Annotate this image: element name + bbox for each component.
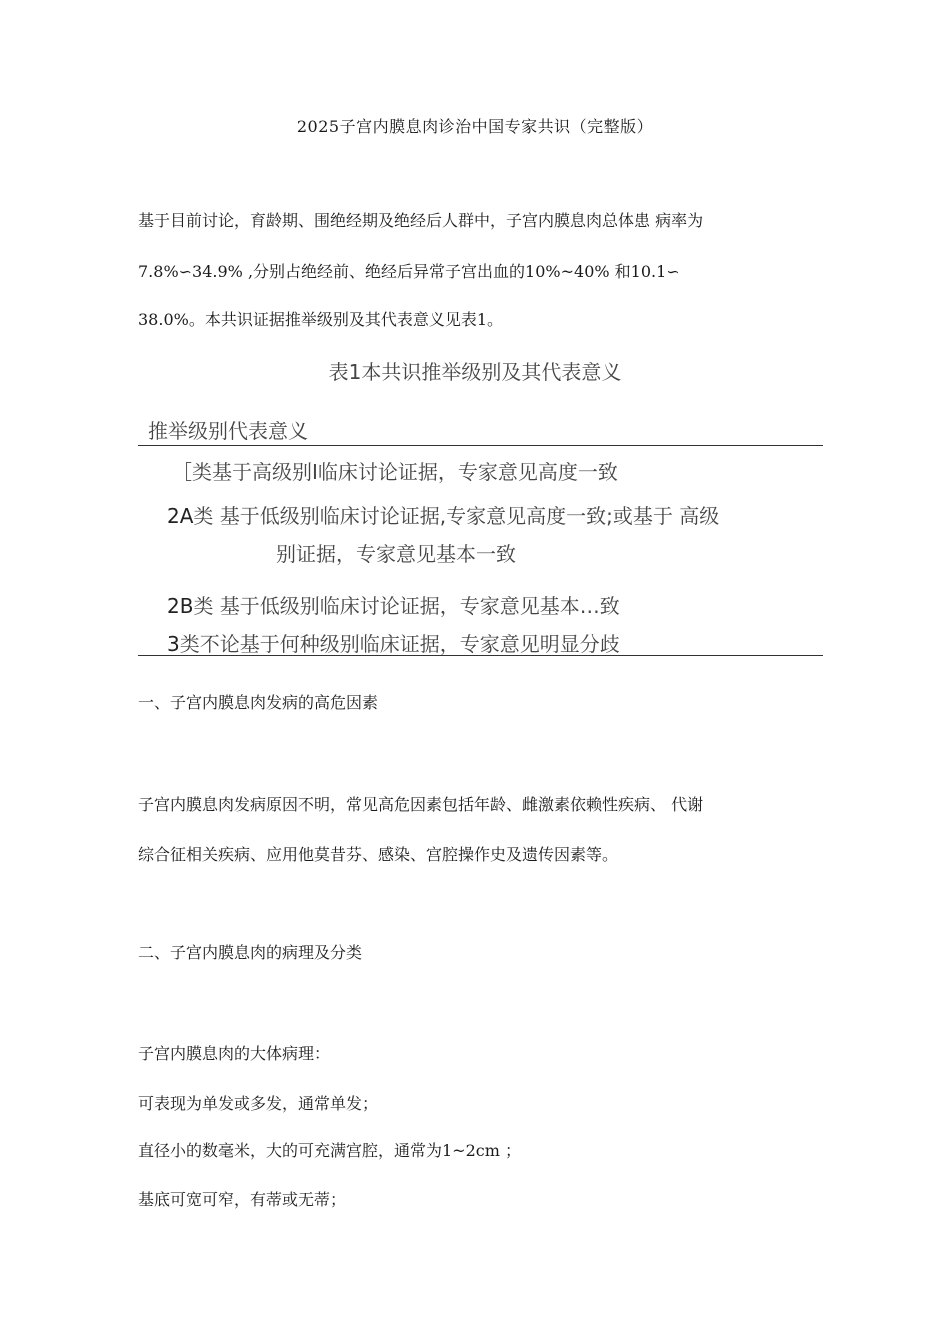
table-row-2a-continued: 别证据，专家意见基本一致	[276, 542, 516, 566]
grade-label: ［	[172, 460, 192, 484]
table-row-2b	[167, 590, 620, 619]
table-header: 推举级别代表意义	[148, 419, 308, 443]
section-2-line-4: 基底可宽可窄，有蒂或无蒂；	[138, 1190, 347, 1209]
row-text: 类 基于低级别临床讨论证据,专家意见高度一致;或基于 高级	[193, 504, 720, 528]
section-2-heading: 二、子宫内膜息肉的病理及分类	[138, 943, 363, 962]
row-text: 类基于高级别I临床讨论证据，专家意见高度一致	[192, 460, 618, 484]
row-text: 类不论基于何种级别临床证据，专家意见明显分歧	[179, 632, 620, 656]
row-text: 类 基于低级别临床讨论证据，专家意见基本…致	[193, 594, 620, 618]
intro-line-2: 7.8%∽34.9% ,分别占绝经前、绝经后异常子宫出血的10%~40% 和10.1∽	[138, 262, 680, 281]
section-2-line-2: 可表现为单发或多发，通常单发；	[138, 1094, 379, 1113]
intro-line-1: 基于目前讨论，育龄期、围绝经期及绝经后人群中，子宫内膜息肉总体患 病率为	[138, 211, 704, 230]
section-1-line-1: 子宫内膜息肉发病原因不明，常见高危因素包括年龄、雌激素依赖性疾病、 代谢	[138, 795, 704, 814]
table-caption: 表1本共识推举级别及其代表意义	[328, 360, 622, 384]
section-2-line-3: 直径小的数毫米，大的可充满宫腔，通常为1~2cm ；	[138, 1141, 521, 1160]
section-1-line-2: 综合征相关疾病、应用他莫昔芬、感染、宫腔操作史及遗传因素等。	[138, 845, 619, 864]
table-top-rule	[138, 445, 823, 446]
table-row-2a	[167, 500, 719, 529]
grade-label: 2B	[167, 594, 194, 618]
page-title: 2025子宫内膜息肉诊治中国专家共识（完整版）	[296, 117, 654, 136]
section-2-line-1: 子宫内膜息肉的大体病理：	[138, 1044, 331, 1063]
table-bottom-rule	[138, 655, 823, 656]
intro-line-3: 38.0%。本共识证据推举级别及其代表意义见表1。	[138, 310, 504, 329]
table-row-3	[167, 628, 620, 657]
section-1-heading: 一、子宫内膜息肉发病的高危因素	[138, 693, 379, 712]
grade-label: 3	[167, 632, 180, 656]
grade-label: 2A	[167, 504, 194, 528]
table-row-1	[172, 456, 618, 485]
